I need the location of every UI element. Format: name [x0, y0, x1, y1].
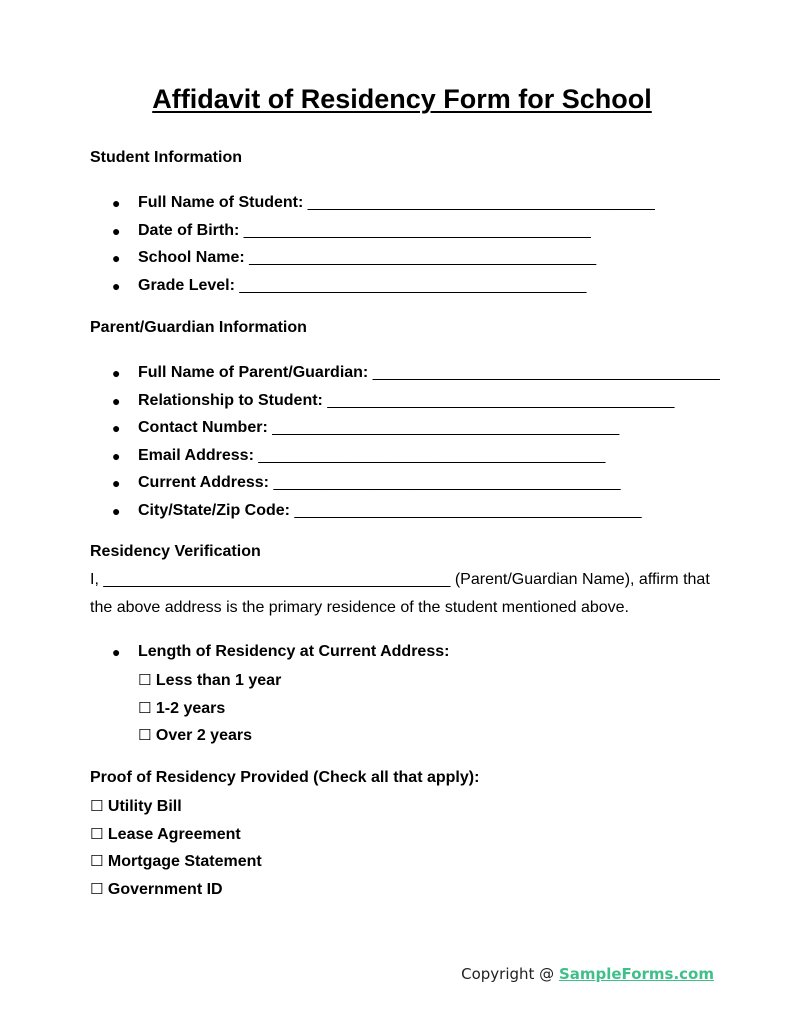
copyright-footer [461, 965, 714, 983]
guardian-field-email [90, 446, 720, 474]
fill-in-blank[interactable]: _______________________________________ [243, 221, 591, 239]
field-label: Date of Birth: [138, 221, 240, 239]
statement-suffix: (Parent/Guardian Name), affirm that the above address is the primary residence of the student mentioned above. [90, 571, 710, 616]
fill-in-blank[interactable]: _______________________________________ [372, 364, 720, 381]
bullet-icon: ● [112, 644, 121, 660]
fill-in-blank[interactable]: _______________________________________ [258, 446, 606, 464]
fill-in-blank[interactable]: _______________________________________ [307, 194, 655, 211]
field-label: Full Name of Student: [138, 194, 304, 211]
student-info-list [90, 193, 655, 303]
checkbox-icon[interactable]: ☐ [138, 698, 152, 717]
field-label: Relationship to Student: [138, 391, 323, 409]
bullet-icon: ● [112, 250, 121, 266]
field-label: Email Address: [138, 446, 254, 464]
affirmation-statement [90, 566, 710, 622]
field-label: School Name: [138, 249, 245, 266]
guardian-field-address [90, 473, 720, 501]
checkbox-icon[interactable]: ☐ [90, 879, 104, 898]
checkbox-icon[interactable]: ☐ [90, 852, 104, 870]
field-label: Current Address: [138, 474, 269, 491]
bullet-icon: ● [112, 502, 121, 519]
guardian-info-heading: Parent/Guardian Information [90, 319, 307, 336]
bullet-icon: ● [112, 447, 121, 464]
fill-in-blank[interactable]: _______________________________________ [249, 249, 597, 266]
option-label: 1-2 years [155, 699, 226, 717]
length-label-text: Length of Residency at Current Address: [138, 643, 450, 660]
bullet-icon: ● [112, 475, 121, 491]
proof-options [90, 796, 262, 906]
option-less-than-1-year[interactable] [138, 670, 281, 698]
statement-prefix: I, [90, 571, 99, 588]
document-title: Affidavit of Residency Form for School [152, 84, 652, 114]
checkbox-icon[interactable]: ☐ [138, 726, 152, 744]
option-label: Mortgage Statement [107, 853, 262, 870]
bullet-icon: ● [112, 222, 121, 239]
bullet-icon: ● [112, 420, 121, 436]
residency-length-list [90, 642, 449, 670]
proof-government-id[interactable] [90, 879, 262, 907]
copyright-text: Copyright @ [461, 965, 559, 983]
bullet-icon: ● [112, 195, 121, 211]
proof-utility-bill[interactable] [90, 796, 262, 824]
option-over-2-years[interactable] [138, 725, 281, 753]
guardian-name-blank[interactable]: _______________________________________ [103, 571, 451, 588]
student-field-grade [90, 276, 655, 304]
field-label: Contact Number: [138, 419, 268, 436]
guardian-field-relationship [90, 391, 720, 419]
field-label: Grade Level: [138, 276, 235, 294]
bullet-icon: ● [112, 392, 121, 409]
checkbox-icon[interactable]: ☐ [90, 824, 104, 843]
checkbox-icon[interactable]: ☐ [90, 797, 104, 815]
field-label: Full Name of Parent/Guardian: [138, 364, 369, 381]
fill-in-blank[interactable]: _______________________________________ [273, 474, 621, 491]
guardian-field-full-name [90, 363, 720, 391]
guardian-info-list [90, 363, 720, 528]
bullet-icon: ● [112, 277, 121, 294]
guardian-field-city-state-zip [90, 501, 720, 529]
option-label: Less than 1 year [155, 672, 282, 689]
proof-heading: Proof of Residency Provided (Check all that apply): [90, 769, 480, 786]
proof-mortgage-statement[interactable] [90, 851, 262, 879]
bullet-icon: ● [112, 365, 121, 381]
brand-link[interactable]: SampleForms.com [558, 965, 714, 983]
student-field-school [90, 248, 655, 276]
residency-length-label [90, 642, 449, 670]
verification-heading: Residency Verification [90, 543, 261, 560]
field-label: City/State/Zip Code: [138, 501, 291, 519]
fill-in-blank[interactable]: _______________________________________ [239, 276, 587, 294]
option-label: Over 2 years [155, 727, 252, 744]
option-1-2-years[interactable] [138, 698, 281, 726]
student-info-heading: Student Information [90, 149, 242, 166]
guardian-field-contact [90, 418, 720, 446]
student-field-dob [90, 221, 655, 249]
fill-in-blank[interactable]: _______________________________________ [294, 501, 642, 519]
checkbox-icon[interactable]: ☐ [138, 671, 152, 689]
fill-in-blank[interactable]: _______________________________________ [272, 419, 620, 436]
residency-length-options [138, 670, 281, 753]
option-label: Utility Bill [107, 798, 182, 815]
proof-lease-agreement[interactable] [90, 824, 262, 852]
fill-in-blank[interactable]: _______________________________________ [327, 391, 675, 409]
option-label: Government ID [107, 880, 223, 898]
option-label: Lease Agreement [107, 825, 241, 843]
student-field-full-name [90, 193, 655, 221]
